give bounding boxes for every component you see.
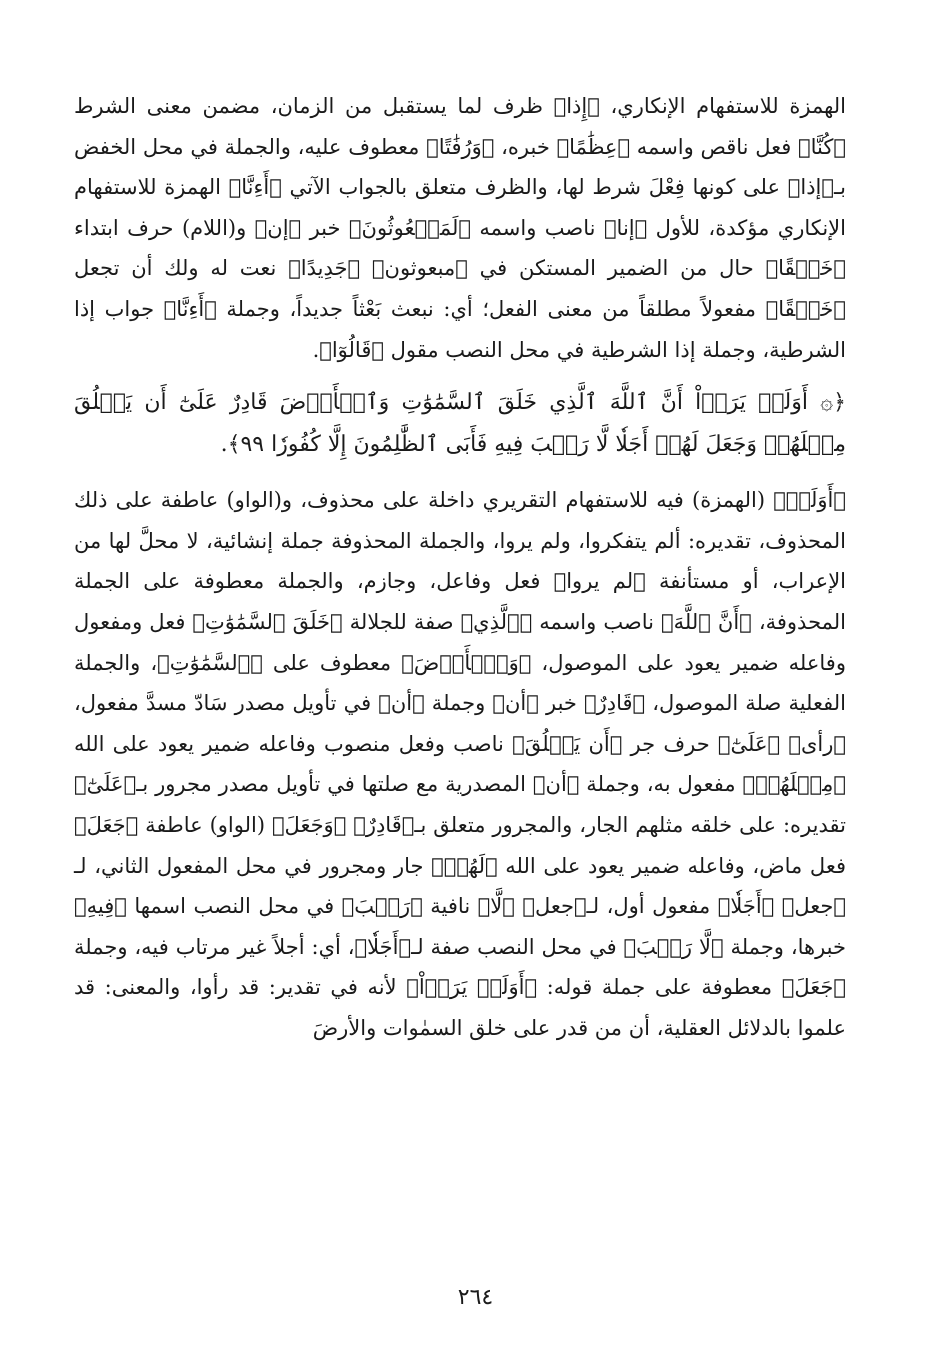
paragraph-grammar-analysis-2: ﴿أَوَلَمۡ﴾ (الهمزة) فيه للاستفهام التقريري داخلة على محذوف، و(الواو) عاطفة على ذلك المحذوف، تقديره: ألم يتفكروا، ولم يروا، والجملة المحذوفة جملة إنشائية، لا محلَّ لها من الإعراب، أو مستأنفة ﴿لم يروا﴾ فعل وفاعل، وجازم، والجملة معطوفة على الجملة المحذوفة، ﴿أَنَّ ٱللَّهَ﴾ ناصب واسمه ﴿ٱلَّذِي﴾ صفة للجلالة ﴿خَلَقَ ٱلسَّمَٰوَٰتِ﴾ فعل ومفعول وفاعله ضمير يعود على الموصول، ﴿وَٱلۡأَرۡضَ﴾ معطوف على ﴿ٱلسَّمَٰوَٰتِ﴾، والجملة الفعلية صلة الموصول، ﴿قَادِرٌ﴾ خبر ﴿أن﴾ وجملة ﴿أن﴾ في تأويل مصدر سَادّ مسدَّ مفعول، ﴿رأى﴾ ﴿عَلَىٰٓ﴾ حرف جر ﴿أَن يَخۡلُقَ﴾ ناصب وفعل منصوب وفاعله ضمير يعود على الله ﴿مِثۡلَهُمۡ﴾ مفعول به، وجملة ﴿أن﴾ المصدرية مع صلتها في تأويل مصدر مجرور بـ﴿عَلَىٰٓ﴾ تقديره: على خلقه مثلهم الجار، والمجرور متعلق بـ﴿قَادِرٌ﴾ ﴿وَجَعَلَ﴾ (الواو) عاطفة ﴿جَعَلَ﴾ فعل ماض، وفاعله ضمير يعود على الله ﴿لَهُمۡ﴾ جار ومجرور في محل المفعول الثاني، لـ ﴿جعل﴾ ﴿أَجَلٗا﴾ مفعول أول، لـ﴿جعل﴾ ﴿لَّا﴾ نافية ﴿رَيۡبَ﴾ في محل النصب اسمها ﴿فِيهِ﴾ خبرها، وجملة ﴿لَّا رَيۡبَ﴾ في محل النصب صفة لـ﴿أَجَلٗا﴾، أي: أجلاً غير مرتاب فيه، وجملة ﴿جَعَلَ﴾ معطوفة على جملة قوله: ﴿أَوَلَمۡ يَرَوۡاْ﴾ لأنه في تقدير: قد رأوا، والمعنى: قد علموا بالدلائل العقلية، أن من قدر على خلق السمٰوات والأرضَ [74, 488, 846, 1040]
paragraph-spacer [74, 370, 846, 380]
page-number: ٢٦٤ [457, 1285, 494, 1310]
paragraph-spacer [74, 470, 846, 480]
quran-verse-99: ﴿۞ أَوَلَمۡ يَرَوۡاْ أَنَّ ٱللَّهَ ٱلَّذِي خَلَقَ ٱلسَّمَٰوَٰتِ وَٱلۡأَرۡضَ قَادِرٌ عَلَىٰٓ أَن يَخۡلُقَ مِثۡلَهُمۡ وَجَعَلَ لَهُمۡ أَجَلٗا لَّا رَيۡبَ فِيهِ فَأَبَى ٱلظَّٰلِمُونَ إِلَّا كُفُورٗا ٩٩﴾. [74, 390, 846, 458]
paragraph-grammar-analysis-1: الهمزة للاستفهام الإنكاري، ﴿إِذا﴾ ظرف لما يستقبل من الزمان، مضمن معنى الشرط ﴿كُنَّا﴾ فعل ناقص واسمه ﴿عِظَٰمًا﴾ خبره، ﴿وَرُفَٰتًا﴾ معطوف عليه، والجملة في محل الخفض بـ﴿إذا﴾ على كونها فِعْلَ شرط لها، والظرف متعلق بالجواب الآتي ﴿أَءِنَّا﴾ الهمزة للاستفهام الإنكاري مؤكدة، للأول ﴿إنا﴾ ناصب واسمه ﴿لَمَبۡعُوثُونَ﴾ خبر ﴿إن﴾ و(اللام) حرف ابتداء ﴿خَلۡقًا﴾ حال من الضمير المستكن في ﴿مبعوثون﴾ ﴿جَدِيدًا﴾ نعت له ولك أن تجعل ﴿خَلۡقًا﴾ مفعولاً مطلقاً من معنى الفعل؛ أي: نبعث بَعْثاً جديداً، وجملة ﴿أَءِنَّا﴾ جواب إذا الشرطية، وجملة إذا الشرطية في محل النصب مقول ﴿قَالُوٓا﴾. [74, 94, 846, 362]
page-body [74, 86, 846, 1048]
